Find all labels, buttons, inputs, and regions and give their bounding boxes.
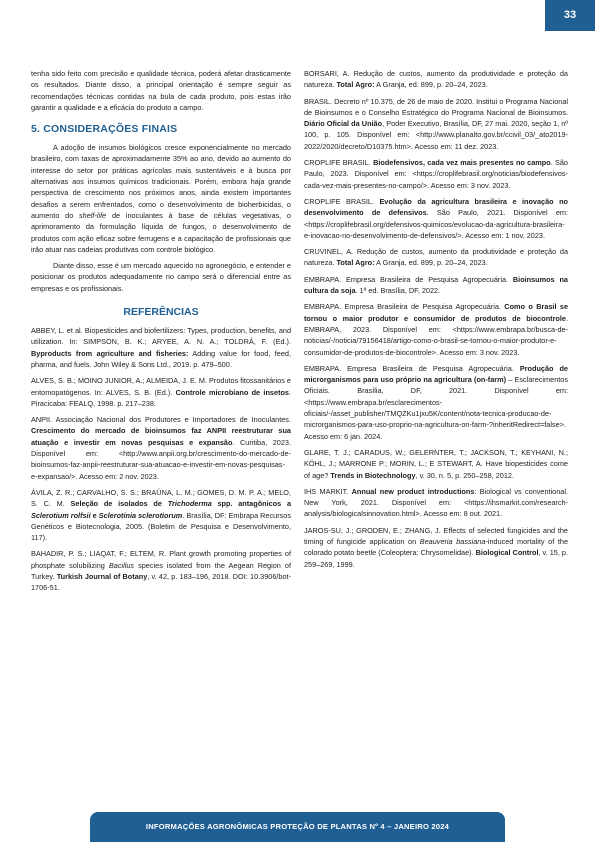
reference-embrapa-2: EMBRAPA. Empresa Brasileira de Pesquisa Agropecuária. Como o Brasil se tornou o maior produtor e consumidor de produtos de biocontrole. EMBRAPA, 2023. Disponível em: <https://www.embrapa.br/busca-de-noticias/-/noticia/79156418/artigo-como-o-brasil-se-tornou-o-maior-produtor-e-consumidor-de-produtos-de-biocontrole>. Acesso em: 3 nov. 2023. xyxy=(304,302,568,357)
reference-embrapa-1: EMBRAPA. Empresa Brasileira de Pesquisa Agropecuária. Bioinsumos na cultura da soja. 1ª ed. Brasília, DF, 2022. xyxy=(304,274,568,296)
reference-glare: GLARE, T. J.; CARADUS, W.; GELERNTER, T.; JACKSON, T.; KEYHANI, N.; KÖHL, J.; MARRONE P.; MORIN, L.; E STEWART, A. Have biopesticides come of age? Trends in Biotechnology, v. 30, n. 5, p. 250–258, 2012. xyxy=(304,447,568,480)
right-column xyxy=(304,68,568,575)
reference-alves: ALVES, S. B.; MOINO JUNIOR, A.; ALMEIDA, J. E. M. Produtos fitossanitários e entomopatógenos. In: ALVES, S. B. (Ed.). Controle microbiano de insetos. Piracicaba: FEALQ, 1998. p. 217–238. xyxy=(31,376,291,408)
reference-anpii: ANPII. Associação Nacional dos Produtores e Importadores de Inoculantes. Crescimento do mercado de bioinsumos faz ANPII reestruturar sua atuação e investir em novas pesquisas e expansão. Curitiba, 2023. Disponível em: <http://www.anpii.org.br/crescimento-do-mercado-de-bioinsumos-faz-anpii-reestruturar-sua-atuacao-e-investir-em-novas-pesquisas-e-expansao/>. Acesso em: 2 nov. 2023. xyxy=(31,415,291,481)
reference-bahadir: BAHADIR, P. S.; LIAQAT, F.; ELTEM, R. Plant growth promoting properties of phosphate solubilizing Bacillus species isolated from the Aegean Region of Turkey. Turkish Journal of Botany, v. 42, p. 183–196, 2018. DOI: 10.3906/bot-1706-51. xyxy=(31,549,291,593)
intro-paragraph: tenha sido feito com precisão e qualidade técnica, poderá afetar drasticamente os resultados. Diante disso, a principal orientação é sempre seguir as recomendações técnicas contidas na bula de cada produto, pois estas irão garantir a qualidade e a eficácia do produto a campo. xyxy=(31,69,291,112)
reference-avila: ÁVILA, Z. R.; CARVALHO, S. S.; BRAÚNA, L. M.; GOMES, D. M. P. A.; MELO, S. C. M. Seleção de isolados de Trichoderma spp. antagônicos a Sclerotium rolfsii e Sclerotinia sclerotiorum. Brasília, DF: Embrapa Recursos Genéticos e Biotecnologia, 2005. (Boletim de Pesquisa e Desenvolvimento, 117). xyxy=(31,487,292,543)
reference-croplife-2: CROPLIFE BRASIL. Evolução da agricultura brasileira e inovação no desenvolvimento de defensivos. São Paulo, 2021. Disponível em: <https://croplifebrasil.org/defensivos-quimicos/evolucao-da-agricultura-brasileira-e-inovacao-no-desenvolvimento-de-defensivos/>. Acesso em: 1 nov. 2023. xyxy=(304,196,569,240)
reference-borsari: BORSARI, A. Redução de custos, aumento da produtividade e proteção da natureza. Total Agro: A Granja, ed. 899, p. 20–24, 2023. xyxy=(304,69,568,90)
page-number: 33 xyxy=(545,0,595,31)
final-paragraph-1: A adoção de insumos biológicos cresce exponencialmente no mercado brasileiro, com taxas de aproximadamente 35% ao ano, devido ao aumento do interesse do setor por práticas agrícolas mais sustentáveis e à busca por alternativas aos insumos químicos tradicionais. Porém, embora haja grande perspectiva de crescimento nos próximos anos, ainda existem importantes desafios a serem enfrentados, como o desenvolvimento de bioherbicidas, o aumento do shelf-life de inoculantes à base de células vegetativas, o aprimoramento da formulação líquida de fungos, o desenvolvimento de produtos com ação eficaz sobre ferrugens e a capacitação de profissionais que irão atuar nas cadeias produtivas com controle biológico. xyxy=(31,143,291,254)
final-paragraph-2: Diante disso, esse é um mercado aquecido no agronegócio, e entender e posicionar os produtos adequadamente no campo será o diferencial entre as empresas e os profissionais. xyxy=(31,261,291,293)
reference-abbey: ABBEY, L. et al. Biopesticides and biofertilizers: Types, production, benefits, and utilization. In: SIMPSON, B. K.; ARYEE, A. N. A.; TOLDRÁ, F. (Ed.). Byproducts from agriculture and fisheries: Adding value for food, feed, pharma, and fuels. John Wiley & Sons Ltd., 2019. p. 479–500. xyxy=(31,326,291,369)
references-title: REFERÊNCIAS xyxy=(123,306,199,319)
footer-banner: INFORMAÇÕES AGRONÔMICAS PROTEÇÃO DE PLANTAS Nº 4 – JANEIRO 2024 xyxy=(90,812,505,842)
reference-ihs-markit: IHS MARKIT. Annual new product introductions: Biological vs conventional. New York, 2021. Disponível em: <https://ihsmarkit.com/research-analysis/biologicalsinnovation.html>. Acesso em: 8 out. 2021. xyxy=(304,486,568,519)
reference-embrapa-3: EMBRAPA. Empresa Brasileira de Pesquisa Agropecuária. Produção de microrganismos para uso próprio na agricultura (on-farm) – Esclarecimentos Oficiais. Brasília, DF, 2021. Disponível em: <https://www.embrapa.br/esclarecimentos-oficiais/-/asset_publisher/TMQZKu1jxu5K/content/nota-tecnica-producao-de-microrganismos-para-uso-proprio-na-agricultura-on-farm-?inheritRedirect=false>. Acesso em: 6 jan. 2024. xyxy=(304,363,568,441)
reference-croplife-1: CROPLIFE BRASIL. Biodefensivos, cada vez mais presentes no campo. São Paulo, 2023. Disponível em: <https://croplifebrasil.org/noticias/biodefensivos-cada-vez-mais-presentes-no-campo/>. Acesso em: 3 nov. 2023. xyxy=(304,158,568,190)
reference-cruvinel: CRUVINEL, A. Redução de custos, aumento da produtividade e proteção da natureza. Total Agro: A Granja, ed. 899, p. 20–24, 2023. xyxy=(304,247,568,268)
reference-brasil: BRASIL. Decreto nº 10.375, de 26 de maio de 2020. Institui o Programa Nacional de Bioinsumos e o Conselho Estratégico do Programa Nacional de Bioinsumos. Diário Oficial da União, Poder Executivo, Brasília, DF, 27 mai. 2020, seção 1, nº 100, p. 105. Disponível em: <http://www.planalto.gov.br/ccivil_03/_ato2019-2022/2020/decreto/D10375.htm>. Acesso em: 11 dez. 2023. xyxy=(304,96,568,151)
reference-jaros-su: JAROS-SU, J.; GRODEN, E.; ZHANG, J. Effects of selected fungicides and the timing of fungicide application on Beauveria bassiana-induced mortality of the colorado potato beetle (Coleoptera: Chrysomelidae). Biological Control, v. 15, p. 259–269, 1999. xyxy=(304,525,569,569)
left-column xyxy=(31,68,291,599)
section-title: 5. CONSIDERAÇÕES FINAIS xyxy=(31,123,178,136)
